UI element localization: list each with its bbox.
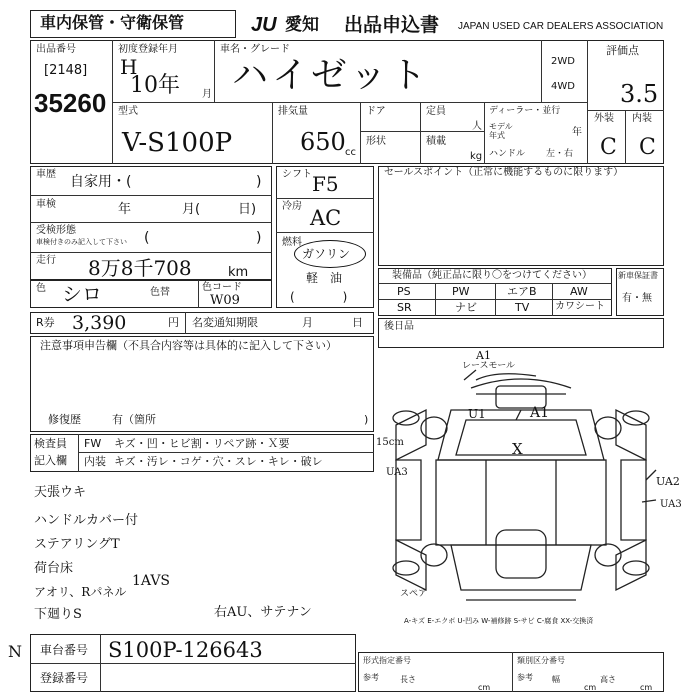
ref-label-left: 参考	[363, 673, 379, 682]
recycle-label: R券	[36, 316, 55, 329]
model-label: 型式	[118, 106, 138, 117]
spare-label: スペア	[400, 589, 428, 599]
storage-label: 車内保管・守衛保管	[40, 13, 185, 32]
assoc-name: JAPAN USED CAR DEALERS ASSOCIATION	[458, 21, 664, 32]
width-label: 幅	[552, 675, 560, 684]
model-value: V-S100P	[122, 128, 233, 158]
registration-era: H	[120, 55, 138, 79]
car-diagram	[376, 350, 666, 625]
remark-5: アオリ、Rパネル	[34, 585, 127, 599]
diagram-mark-a1-top: A1	[476, 349, 491, 362]
equipment-label: 装備品（純正品に限り〇をつけてください）	[392, 270, 592, 281]
interior-label: 内装	[632, 113, 652, 124]
receipt-paren-open: (	[144, 230, 150, 246]
aircon-label: 冷房	[282, 201, 302, 212]
rear-day-block	[378, 318, 664, 348]
equip-seat: カワシート	[555, 301, 605, 312]
displacement-label: 排気量	[278, 106, 308, 117]
remark-6: 下廻りS	[34, 607, 82, 622]
remark-4: 荷台床	[34, 561, 74, 576]
equip-pw: PW	[452, 285, 470, 298]
shift-label: シフト	[282, 169, 312, 180]
rear-day-label: 後日品	[384, 321, 414, 332]
form-no-label: 形式指定番号	[363, 656, 411, 665]
handle-label: ハンドル	[489, 149, 526, 159]
interior-value: C	[639, 135, 656, 160]
displacement-value: 650	[300, 128, 346, 156]
year-unit: 年	[572, 127, 582, 138]
repair-value: 有（箇所	[112, 413, 156, 426]
length-label: 長さ	[400, 675, 416, 684]
diagram-mark-u1: U1	[468, 407, 486, 421]
inspection-month: 月(	[182, 202, 201, 217]
doors-label: ドア	[366, 106, 386, 117]
fuel-label: 燃料	[282, 237, 302, 248]
fuel-gasoline-circle	[294, 240, 366, 268]
equip-sr: SR	[397, 301, 412, 314]
length-unit: cm	[478, 683, 491, 692]
load-label: 積載	[426, 136, 446, 147]
inspection-due-label: 名変通知期限	[192, 316, 258, 329]
height-label: 高さ	[600, 675, 616, 684]
fuel-diesel: 軽 油	[306, 271, 343, 285]
rating-value: 3.5	[620, 80, 659, 108]
receipt-label: 受検形態	[36, 225, 76, 236]
remark-2: ハンドルカバー付	[34, 513, 139, 528]
exterior-value: C	[600, 135, 617, 160]
exterior-label: 外装	[594, 113, 614, 124]
inspection-year: 年	[118, 202, 132, 217]
registration-label: 初度登録年月	[118, 44, 178, 55]
dealer-parallel-label: ディーラー・並行	[489, 106, 561, 116]
reg-number-label: 登録番号	[40, 671, 89, 685]
shift-value: F5	[312, 172, 339, 196]
diagram-mark-ua2: UA2	[656, 475, 680, 488]
year-label: 年式	[489, 131, 505, 140]
chassis-label: 車台番号	[40, 643, 89, 657]
equip-navi: ナビ	[455, 301, 477, 314]
diagram-mark-ua3-left: UA3	[386, 467, 408, 478]
mileage-value: 8万8千708	[88, 256, 192, 280]
drive-4wd: 4WD	[551, 81, 575, 92]
org-name: 愛知	[285, 15, 319, 35]
equip-ps: PS	[397, 285, 411, 298]
remark-avs: 1AVS	[132, 573, 171, 589]
height-unit: cm	[640, 683, 653, 692]
width-unit: cm	[584, 683, 597, 692]
color-code-label: 色コード	[202, 282, 242, 293]
chassis-margin-mark: N	[8, 642, 22, 661]
displacement-unit: cc	[345, 147, 356, 158]
equip-airbag: エアB	[507, 285, 537, 298]
registration-month-label: 月	[202, 89, 212, 100]
equip-aw: AW	[570, 285, 588, 298]
capacity-label: 定員	[426, 106, 446, 117]
car-name-label: 車名・グレード	[220, 44, 290, 55]
repair-close: )	[364, 413, 369, 426]
inspector-label-1: 検査員	[34, 437, 67, 450]
category-label: 類別区分番号	[517, 656, 565, 665]
chassis-value: S100P-126643	[108, 638, 263, 662]
diagram-mark-ua3-right: UA3	[660, 499, 682, 510]
fw-note: 15cm	[376, 437, 404, 448]
inspection-due-month: 月	[302, 316, 313, 329]
sales-point-block	[378, 166, 664, 266]
remark-3: ステアリングT	[34, 537, 120, 552]
inspection-day: 日)	[238, 202, 257, 217]
mileage-label: 走行	[36, 255, 56, 266]
recycle-unit: 円	[168, 316, 179, 329]
ju-logo: JU	[251, 14, 277, 36]
car-name-value: ハイゼット	[232, 55, 431, 96]
capacity-unit: 人	[472, 121, 482, 132]
registration-year: 10年	[130, 73, 180, 98]
repaint-label: 色替	[150, 287, 170, 298]
handle-options: 左・右	[546, 149, 574, 159]
form-title: 出品申込書	[344, 14, 440, 36]
repair-label: 修復歴	[48, 413, 81, 426]
color-code-value: W09	[210, 293, 240, 308]
aircon-value: AC	[310, 206, 342, 230]
warranty-options: 有・無	[622, 293, 652, 304]
shape-label: 形状	[366, 136, 386, 147]
color-value: シロ	[62, 282, 102, 306]
interior-check-label: 内装	[84, 455, 106, 468]
fuel-gasoline: ガソリン	[302, 247, 351, 261]
fw-label: FW	[84, 437, 102, 450]
equip-tv: TV	[515, 301, 530, 314]
history-label: 車歴	[36, 169, 56, 180]
inspector-label-2: 記入欄	[34, 454, 67, 467]
lot-sub-number: [2148]	[44, 63, 88, 78]
sales-point-label: セールスポイント（正常に機能するものに限ります）	[384, 167, 624, 178]
diagram-legend: A-キズ E-エクボ U-凹み W-補修跡 S-サビ C-腐食 XX-交換済	[404, 617, 594, 625]
model-year-label: モデル	[489, 122, 513, 131]
diagram-mark-x: X	[512, 440, 523, 458]
rating-label: 評価点	[606, 44, 639, 57]
receipt-note: 車検付きのみ記入して下さい	[36, 238, 127, 246]
ref-label-right: 参考	[517, 673, 533, 682]
fuel-paren: ( )	[290, 290, 348, 304]
history-value: 自家用・(	[70, 174, 132, 190]
lot-number-label: 出品番号	[36, 44, 76, 55]
fw-items: キズ・凹・ヒビ割・リペア跡・Ｘ要	[114, 437, 290, 450]
load-unit: kg	[470, 151, 483, 162]
remark-tail: 右AU、サテナン	[214, 605, 312, 620]
history-close: )	[256, 174, 262, 190]
mileage-unit: km	[228, 265, 249, 280]
diagram-mark-a1: A1	[530, 405, 550, 421]
diagram-mark-lace: レースモール	[462, 361, 516, 371]
warranty-label: 新車保証書	[618, 271, 658, 280]
lot-number: 35260	[34, 88, 107, 118]
notes-label: 注意事項申告欄（不具合内容等は具体的に記入して下さい）	[40, 339, 337, 352]
recycle-value: 3,390	[72, 312, 127, 334]
remark-1: 天張ウキ	[34, 485, 87, 500]
receipt-paren-close: )	[256, 230, 262, 246]
inspection-label: 車検	[36, 199, 56, 210]
interior-check-items: キズ・汚レ・コゲ・穴・スレ・キレ・破レ	[114, 455, 323, 468]
color-label: 色	[36, 283, 46, 294]
inspection-due-day: 日	[352, 316, 363, 329]
drive-2wd: 2WD	[551, 56, 575, 67]
